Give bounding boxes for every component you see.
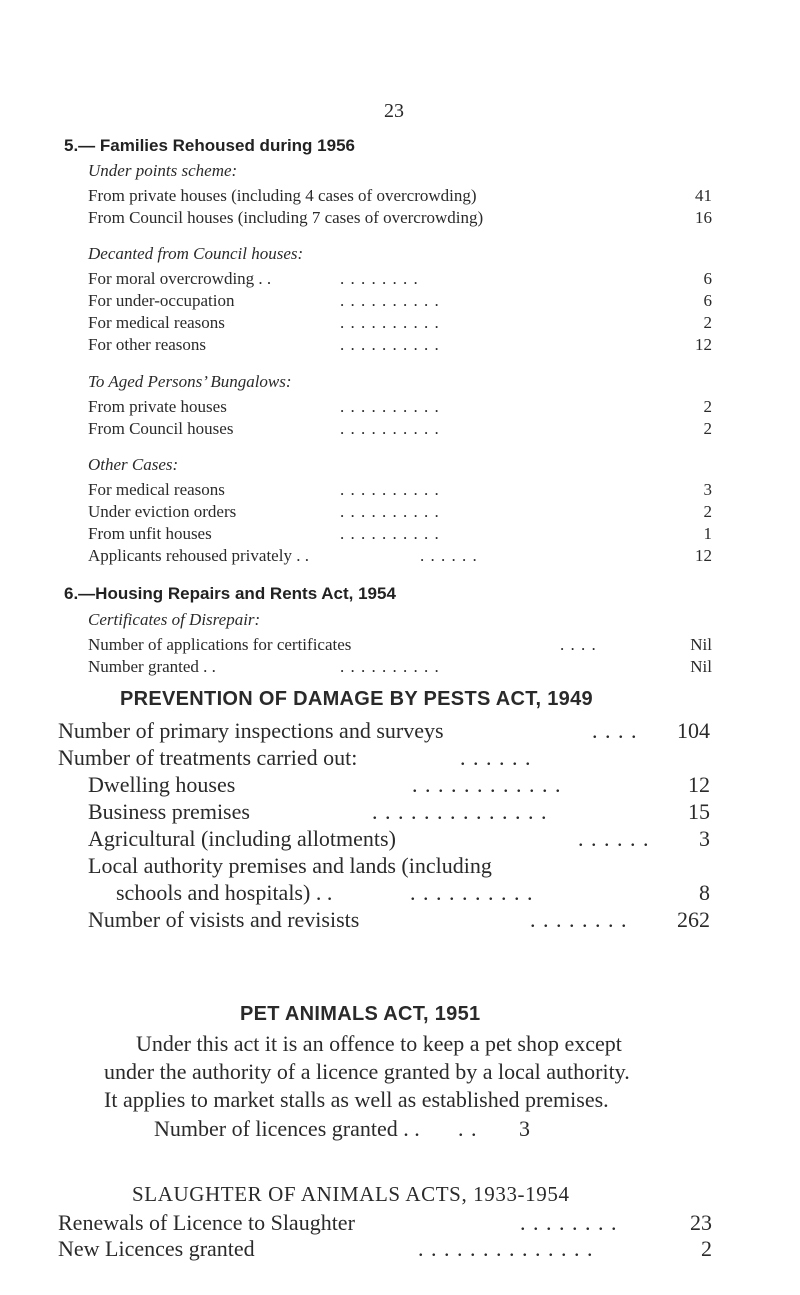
section6-heading: 6.—Housing Repairs and Rents Act, 1954 bbox=[64, 584, 396, 603]
points-row bbox=[0, 186, 800, 208]
pests-row-value: 15 bbox=[688, 799, 710, 824]
slaughter-row-value: 23 bbox=[690, 1210, 712, 1235]
decanted-row-value: 2 bbox=[703, 313, 712, 332]
disrepair-row-dots: . . . . . . . . . . bbox=[340, 657, 440, 676]
pests-row bbox=[0, 718, 800, 743]
pests-row-label: Number of primary inspections and surveys bbox=[58, 718, 444, 743]
aged-row-value: 2 bbox=[703, 397, 712, 416]
slaughter-heading: SLAUGHTER OF ANIMALS ACTS, 1933-1954 bbox=[132, 1182, 570, 1206]
decanted-row-label: For moral overcrowding . . bbox=[88, 269, 272, 288]
aged-row bbox=[0, 397, 800, 419]
aged-row-dots: . . . . . . . . . . bbox=[340, 419, 440, 438]
decanted-row-label: For other reasons bbox=[88, 335, 207, 354]
pests-row-dots: . . . . . . . . bbox=[530, 907, 628, 932]
pests-row-dots: . . . . . . . . . . . . bbox=[412, 772, 562, 797]
pests-row-dots: . . . . . . . . . . . . . . bbox=[372, 799, 548, 824]
pests-row bbox=[0, 772, 800, 797]
licences-granted-label: Number of licences granted . . bbox=[154, 1116, 420, 1141]
pests-row bbox=[0, 826, 800, 851]
other-row-label: From unfit houses bbox=[88, 524, 212, 543]
disrepair-row bbox=[0, 635, 800, 657]
pests-row bbox=[0, 880, 800, 905]
pet-animals-line-3: It applies to market stalls as well as established premises. bbox=[104, 1087, 609, 1112]
disrepair-row-value: Nil bbox=[690, 657, 712, 676]
decanted-row-value: 12 bbox=[695, 335, 712, 354]
licences-granted-dots: . . bbox=[458, 1116, 478, 1141]
aged-title: To Aged Persons’ Bungalows: bbox=[88, 372, 292, 391]
decanted-row-dots: . . . . . . . . . . bbox=[340, 291, 440, 310]
pests-row-dots: . . . . bbox=[592, 718, 638, 743]
decanted-row bbox=[0, 269, 800, 291]
other-row bbox=[0, 546, 800, 568]
disrepair-row-value: Nil bbox=[690, 635, 712, 654]
other-row bbox=[0, 480, 800, 502]
points-row-value: 16 bbox=[695, 208, 712, 227]
slaughter-row-label: Renewals of Licence to Slaughter bbox=[58, 1210, 355, 1235]
decanted-row-dots: . . . . . . . . . . bbox=[340, 335, 440, 354]
pet-animals-heading: PET ANIMALS ACT, 1951 bbox=[240, 1003, 481, 1025]
slaughter-row-dots: . . . . . . . . . . . . . . bbox=[418, 1236, 594, 1261]
points-row-label: From Council houses (including 7 cases of overcrowding) bbox=[88, 208, 484, 227]
aged-row-label: From private houses bbox=[88, 397, 227, 416]
other-row-dots: . . . . . . . . . . bbox=[340, 480, 440, 499]
points-row bbox=[0, 208, 800, 230]
other-row-dots: . . . . . . . . . . bbox=[340, 524, 440, 543]
pests-row-label: Number of visists and revisists bbox=[88, 907, 360, 932]
pests-row-dots: . . . . . . . . . . bbox=[410, 880, 534, 905]
disrepair-row-label: Number granted . . bbox=[88, 657, 216, 676]
decanted-row bbox=[0, 335, 800, 357]
pests-row-value: 3 bbox=[699, 826, 710, 851]
other-row-dots: . . . . . . bbox=[420, 546, 478, 565]
pests-row bbox=[0, 907, 800, 932]
other-row bbox=[0, 524, 800, 546]
decanted-title: Decanted from Council houses: bbox=[88, 244, 304, 263]
points-row-value: 41 bbox=[695, 186, 712, 205]
aged-row-dots: . . . . . . . . . . bbox=[340, 397, 440, 416]
decanted-row-value: 6 bbox=[703, 269, 712, 288]
pests-row bbox=[0, 799, 800, 824]
points-scheme-title: Under points scheme: bbox=[88, 161, 238, 180]
slaughter-row-dots: . . . . . . . . bbox=[520, 1210, 618, 1235]
disrepair-title: Certificates of Disrepair: bbox=[88, 610, 261, 629]
licences-granted-row bbox=[0, 1116, 800, 1141]
other-row-value: 3 bbox=[703, 480, 712, 499]
decanted-row-dots: . . . . . . . . . . bbox=[340, 313, 440, 332]
decanted-row-value: 6 bbox=[703, 291, 712, 310]
page-number: 23 bbox=[384, 100, 404, 122]
pests-heading: PREVENTION OF DAMAGE BY PESTS ACT, 1949 bbox=[120, 688, 593, 710]
slaughter-row bbox=[0, 1210, 800, 1235]
other-row-label: For medical reasons bbox=[88, 480, 225, 499]
pests-row-label: Dwelling houses bbox=[88, 772, 236, 797]
slaughter-row-value: 2 bbox=[701, 1236, 712, 1261]
disrepair-row-label: Number of applications for certificates bbox=[88, 635, 352, 654]
pests-row-value: 104 bbox=[677, 718, 710, 743]
pests-row-label: Business premises bbox=[88, 799, 250, 824]
aged-row bbox=[0, 419, 800, 441]
slaughter-row bbox=[0, 1236, 800, 1261]
other-row-value: 1 bbox=[703, 524, 712, 543]
pests-row-label: Local authority premises and lands (including bbox=[88, 853, 492, 878]
decanted-row bbox=[0, 291, 800, 313]
decanted-row-label: For under-occupation bbox=[88, 291, 235, 310]
pests-row-label: Agricultural (including allotments) bbox=[88, 826, 396, 851]
pet-animals-line-2: under the authority of a licence granted by a local authority. bbox=[104, 1059, 630, 1084]
licences-granted-value: 3 bbox=[519, 1116, 530, 1141]
other-row-dots: . . . . . . . . . . bbox=[340, 502, 440, 521]
pests-row-dots: . . . . . . bbox=[578, 826, 650, 851]
other-row-value: 2 bbox=[703, 502, 712, 521]
section5-heading: 5.— Families Rehoused during 1956 bbox=[64, 136, 355, 155]
other-row-label: Applicants rehoused privately . . bbox=[88, 546, 309, 565]
pests-row-value: 262 bbox=[677, 907, 710, 932]
disrepair-row bbox=[0, 657, 800, 679]
pet-animals-line-1: Under this act it is an offence to keep a pet shop except bbox=[136, 1031, 622, 1056]
pests-row-value: 12 bbox=[688, 772, 710, 797]
aged-row-label: From Council houses bbox=[88, 419, 234, 438]
decanted-row-label: For medical reasons bbox=[88, 313, 225, 332]
disrepair-row-dots: . . . . bbox=[560, 635, 597, 654]
pests-row-dots: . . . . . . bbox=[460, 745, 532, 770]
pests-row-label: Number of treatments carried out: bbox=[58, 745, 358, 770]
decanted-row bbox=[0, 313, 800, 335]
points-row-label: From private houses (including 4 cases of overcrowding) bbox=[88, 186, 477, 205]
pests-row bbox=[0, 853, 800, 878]
aged-row-value: 2 bbox=[703, 419, 712, 438]
pests-row-label: schools and hospitals) . . bbox=[116, 880, 333, 905]
slaughter-row-label: New Licences granted bbox=[58, 1236, 255, 1261]
other-row-label: Under eviction orders bbox=[88, 502, 237, 521]
other-title: Other Cases: bbox=[88, 455, 179, 474]
other-row-value: 12 bbox=[695, 546, 712, 565]
other-row bbox=[0, 502, 800, 524]
decanted-row-dots: . . . . . . . . bbox=[340, 269, 419, 288]
pests-row bbox=[0, 745, 800, 770]
pests-row-value: 8 bbox=[699, 880, 710, 905]
